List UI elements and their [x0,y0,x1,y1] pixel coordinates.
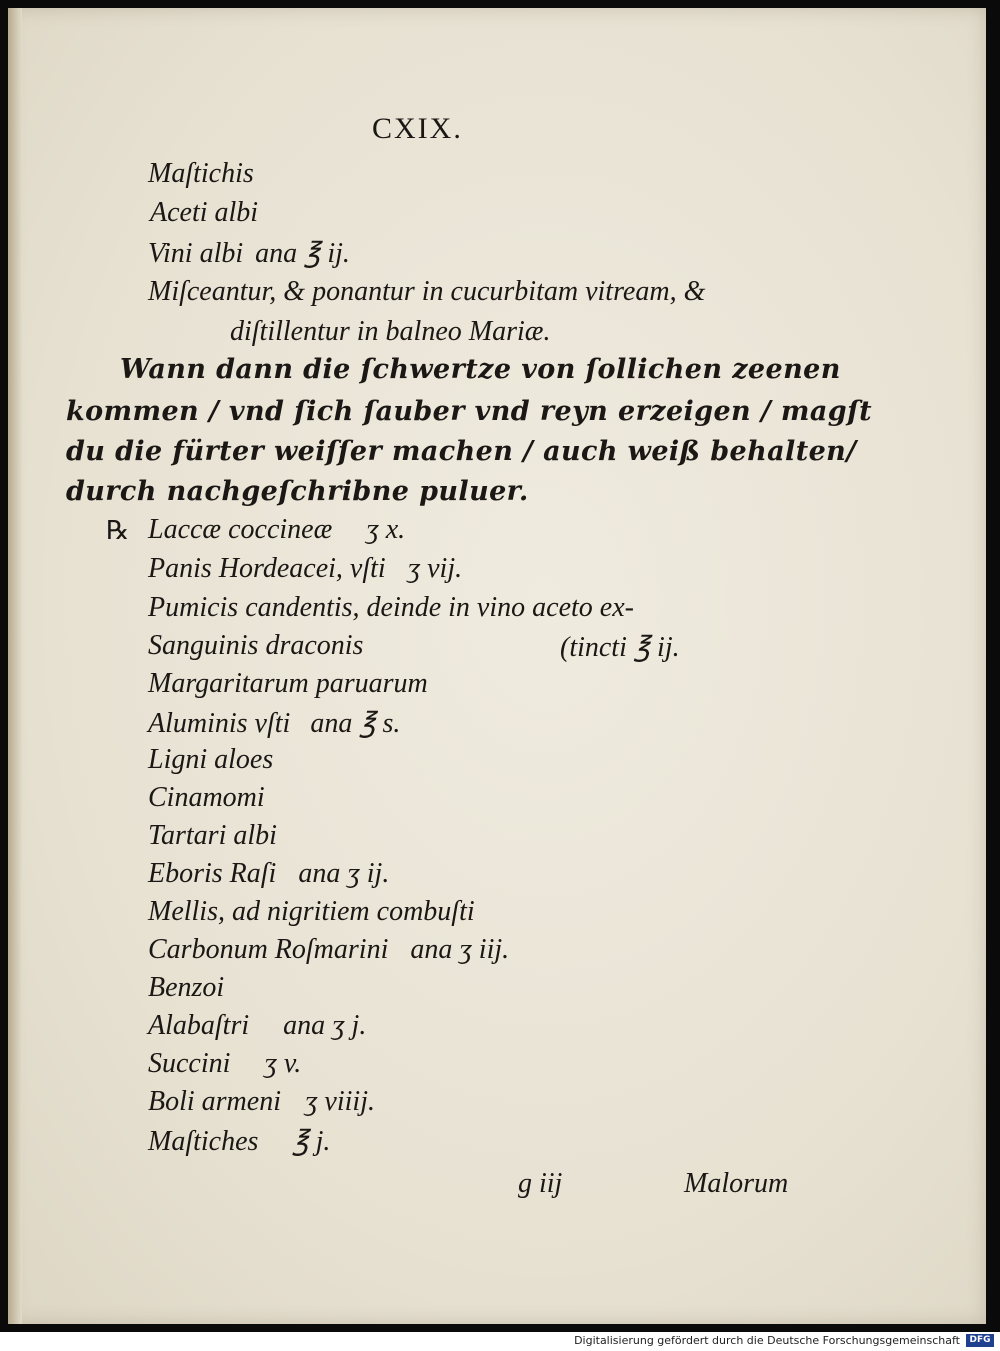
ingredient-amount: ana ʒ j. [283,1010,367,1041]
ingredient-name: Boli armeni [148,1086,281,1117]
german-line: kommen / vnd ſich ſauber vnd reyn erzeigen / magſt [66,396,872,427]
ingredient-name: Succini [148,1048,231,1079]
ingredient-line [148,1010,366,1042]
ingredient-line [148,553,462,585]
ingredient-name: Panis Hordeacei, vſti [148,553,386,584]
ingredient-amount: ℥ j. [292,1126,331,1157]
ingredient-name: Pumicis candentis, deinde in vino aceto ex- [148,592,634,623]
ingredient-name: Alabaſtri [148,1010,250,1041]
ingredient-line [148,1124,330,1158]
ingredient-amount: ana ℥ ij. [255,238,350,269]
text-line: Miſceantur, & ponantur in cucurbitam vitream, & [148,276,706,307]
ingredient-line [148,744,273,776]
ingredient-amount: ʒ x. [366,514,406,545]
ingredient-name: Tartari albi [148,820,277,851]
text-line [148,236,350,270]
ingredient-name: Benzoi [148,972,225,1003]
funding-credit: Digitalisierung gefördert durch die Deutsche Forschungsgemeinschaft [574,1334,960,1347]
ingredient-amount: ana ʒ ij. [298,858,390,889]
ingredient-name: Cinamomi [148,782,265,813]
text-line: Maſtichis [148,158,254,189]
ingredient-name: Margaritarum paruarum [148,668,428,699]
page-gutter [8,8,22,1324]
ingredient-name: Laccæ coccineæ [148,514,333,545]
ingredient-name: Vini albi [148,238,244,269]
ingredient-line [148,858,389,890]
ingredient-name: Ligni aloes [148,744,274,775]
book-page [8,8,986,1324]
ingredient-line [148,972,224,1004]
ingredient-amount: ana ℥ s. [310,708,401,739]
german-line: durch nachgeſchribne puluer. [66,476,529,507]
ingredient-line [148,820,277,852]
ingredient-line [148,782,265,814]
ingredient-line [148,706,400,740]
dfg-logo: DFG [966,1334,994,1347]
ingredient-name: Sanguinis draconis [148,630,364,661]
ingredient-name: Mellis, ad nigritiem combuſti [148,896,475,927]
ingredient-line [148,934,509,966]
ingredient-line [148,1048,301,1080]
german-line: Wann dann die ſchwertze von ſollichen zeenen [120,354,841,385]
ingredient-name: Aluminis vſti [148,708,291,739]
catchword: Malorum [684,1168,789,1199]
footer-bar [0,1332,1000,1351]
folio-number: CXIX. [372,112,463,145]
ingredient-name: Maſtiches [148,1126,259,1157]
ingredient-name: Carbonum Roſmarini [148,934,389,965]
ingredient-amount: (tincti ℥ ij. [560,632,680,663]
ingredient-line [148,592,634,624]
ingredient-amount: ana ʒ iij. [410,934,510,965]
ingredient-line [148,514,405,546]
ingredient-amount: ʒ vij. [407,553,463,584]
text-line: diſtillentur in balneo Mariæ. [230,316,551,347]
text-line: Aceti albi [150,197,259,228]
recipe-symbol: ℞ [106,516,130,546]
ingredient-name: Eboris Raſi [148,858,277,889]
german-line: du die fürter weiſſer machen / auch weiß behalten/ [66,436,857,467]
ingredient-amount: ʒ v. [264,1048,302,1079]
ingredient-line [148,630,363,662]
ingredient-amount: ʒ viiij. [305,1086,375,1117]
ingredient-line [148,668,428,700]
ingredient-line [148,896,475,928]
ingredient-line [148,1086,375,1118]
signature-mark: g iij [518,1168,563,1199]
